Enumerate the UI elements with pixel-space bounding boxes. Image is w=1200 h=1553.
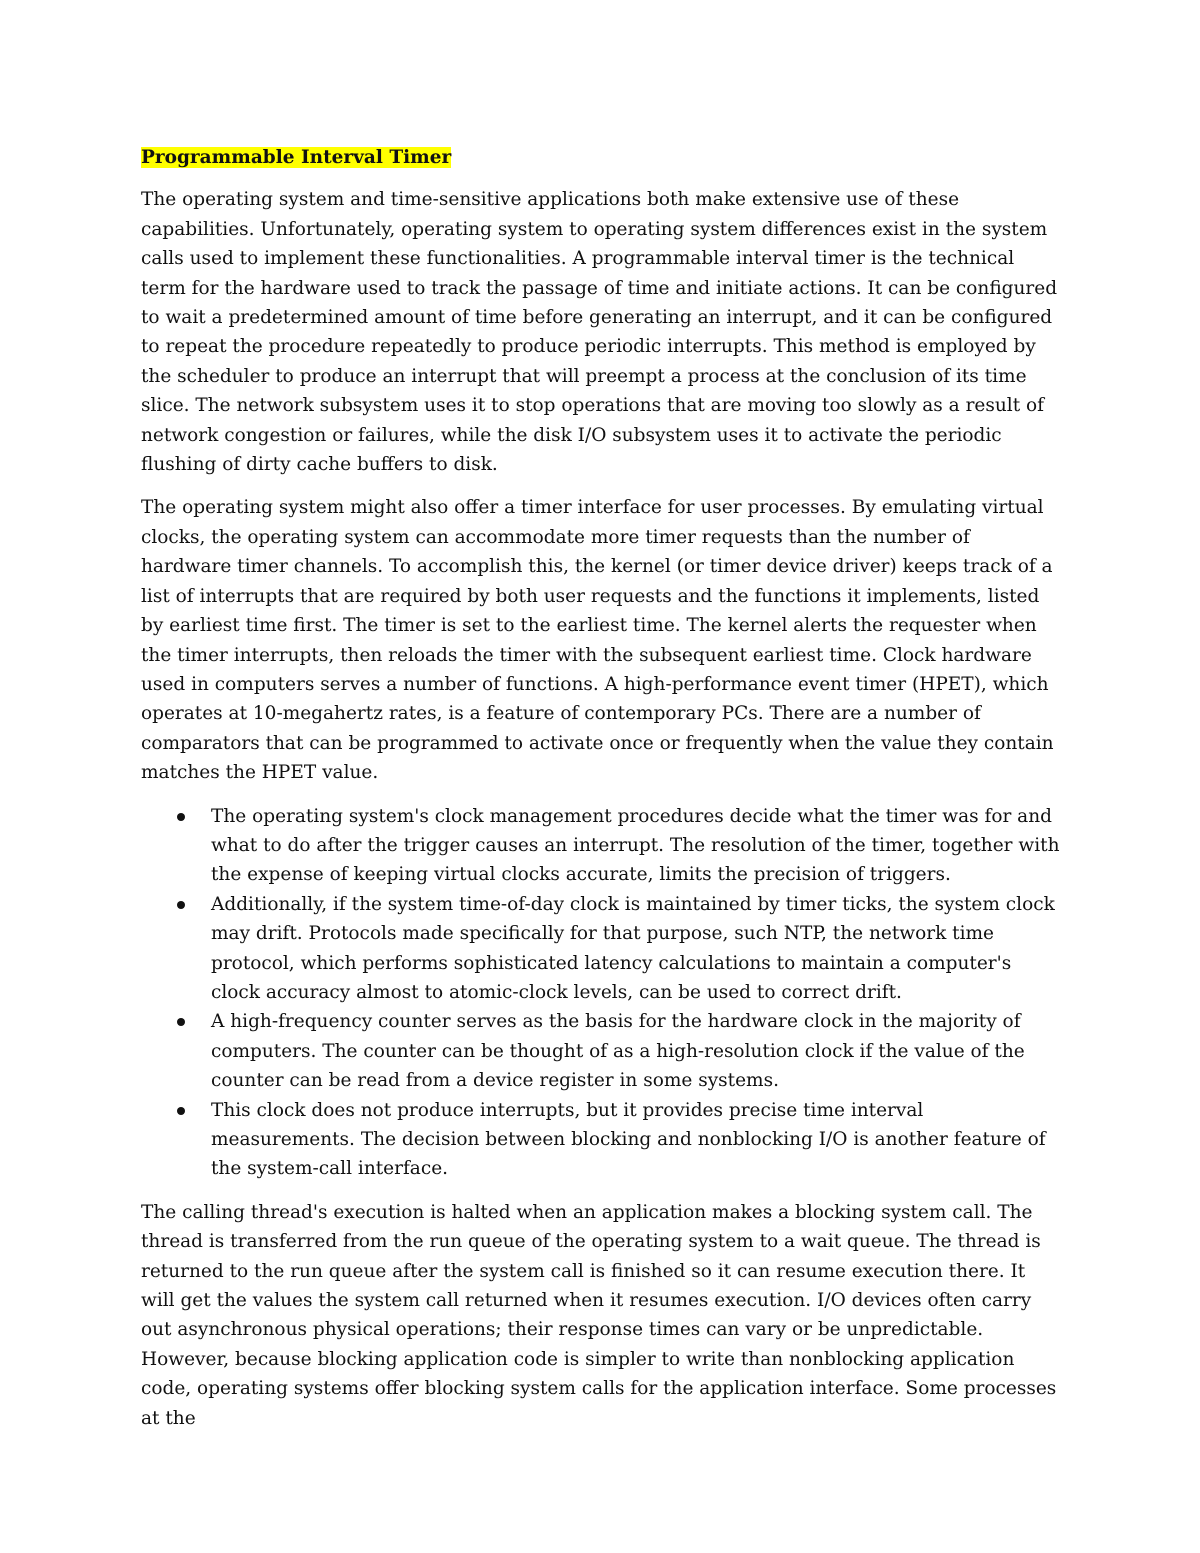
bullet-text-1: The operating system's clock management procedures decide what the timer was for and what to do after the trigger causes an interrupt. The resolution of the timer, together with the expense of keeping virtual clocks accurate, limits the precision of triggers. <box>211 805 1060 886</box>
document-heading: Programmable Interval Timer <box>141 147 452 168</box>
bullet-dot-icon <box>177 813 185 821</box>
bullet-item-4 <box>141 1096 1063 1184</box>
bullet-text-3: A high-frequency counter serves as the basis for the hardware clock in the majority of computers. The counter can be thought of as a high-resolution clock if the value of the counter can be read from a device register in some systems. <box>211 1011 1025 1092</box>
bullet-item-3 <box>141 1007 1063 1095</box>
document-page <box>141 143 1063 1447</box>
bullet-dot-icon <box>177 1107 185 1115</box>
paragraph-2: The operating system might also offer a timer interface for user processes. By emulating virtual clocks, the operating system can accommodate more timer requests than the number of hardware timer channels. To accomplish this, the kernel (or timer device driver) keeps track of a list of interrupts that are required by both user requests and the functions it implements, listed by earliest time first. The timer is set to the earliest time. The kernel alerts the requester when the timer interrupts, then reloads the timer with the subsequent earliest time. Clock hardware used in computers serves a number of functions. A high-performance event timer (HPET), which operates at 10-megahertz rates, is a feature of contemporary PCs. There are a number of comparators that can be programmed to activate once or frequently when the value they contain matches the HPET value. <box>141 497 1054 784</box>
bullet-list <box>141 802 1063 1184</box>
heading-line <box>141 143 1063 172</box>
bullet-item-1 <box>141 802 1063 890</box>
bullet-text-2: Additionally, if the system time-of-day clock is maintained by timer ticks, the system clock may drift. Protocols made specifically for that purpose, such NTP, the network time protocol, which performs sophisticated latency calculations to maintain a computer's clock accuracy almost to atomic-clock levels, can be used to correct drift. <box>211 893 1055 1003</box>
bullet-dot-icon <box>177 1018 185 1026</box>
bullet-text-4: This clock does not produce interrupts, but it provides precise time interval measurements. The decision between blocking and nonblocking I/O is another feature of the system-call interface. <box>211 1099 1046 1180</box>
bullet-item-2 <box>141 890 1063 1008</box>
closing-paragraph: The calling thread's execution is halted when an application makes a blocking system call. The thread is transferred from the run queue of the operating system to a wait queue. The thread is returned to the run queue after the system call is finished so it can resume execution there. It will get the values the system call returned when it resumes execution. I/O devices often carry out asynchronous physical operations; their response times can vary or be unpredictable. However, because blocking application code is simpler to write than nonblocking application code, operating systems offer blocking system calls for the application interface. Some processes at the <box>141 1201 1057 1429</box>
bullet-dot-icon <box>177 901 185 909</box>
paragraph-1: The operating system and time-sensitive applications both make extensive use of these capabilities. Unfortunately, operating system to operating system differences exist in the system calls used to implement these functionalities. A programmable interval timer is the technical term for the hardware used to track the passage of time and initiate actions. It can be configured to wait a predetermined amount of time before generating an interrupt, and it can be configured to repeat the procedure repeatedly to produce periodic interrupts. This method is employed by the scheduler to produce an interrupt that will preempt a process at the conclusion of its time slice. The network subsystem uses it to stop operations that are moving too slowly as a result of network congestion or failures, while the disk I/O subsystem uses it to activate the periodic flushing of dirty cache buffers to disk. <box>141 189 1058 476</box>
